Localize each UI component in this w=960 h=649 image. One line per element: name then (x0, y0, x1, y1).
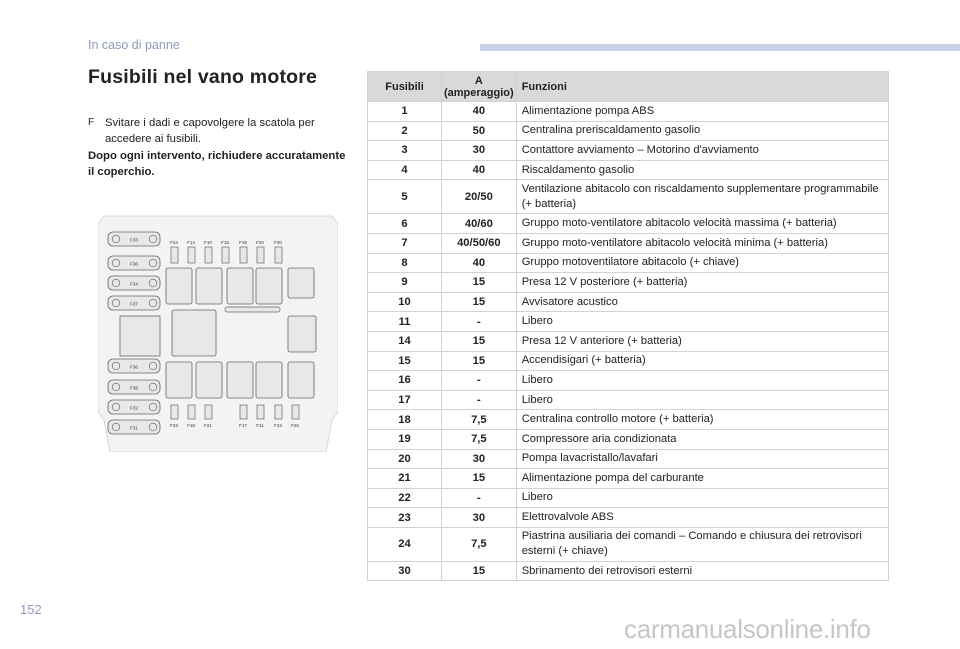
fuse-amperage: 20/50 (442, 180, 517, 214)
instructions (88, 115, 348, 180)
fuse-amperage: 30 (442, 449, 517, 469)
fuse-function: Ventilazione abitacolo con riscaldamento supplementare programmabile (+ batteria) (516, 180, 888, 214)
header-fuse: Fusibili (368, 72, 442, 102)
fuse-function: Gruppo moto-ventilatore abitacolo velocità minima (+ batteria) (516, 233, 888, 253)
fuse-label: F26 (291, 423, 299, 428)
fuse-label: F32 (130, 405, 138, 411)
fuse-number: 3 (368, 141, 442, 161)
fuse-function: Libero (516, 371, 888, 391)
fuse-label: F20 (256, 240, 264, 245)
header-function: Funzioni (516, 72, 888, 102)
connector-strip (225, 307, 280, 312)
instruction-step-text: Svitare i dadi e capovolgere la scatola per accedere ai fusibili. (105, 117, 315, 145)
table-row (368, 371, 889, 391)
blade-fuse (240, 405, 247, 419)
relay-block (288, 268, 314, 298)
fuse-function: Sbrinamento dei retrovisori esterni (516, 561, 888, 581)
fuse-number: 19 (368, 429, 442, 449)
fuse-amperage: 50 (442, 121, 517, 141)
blade-fuse (275, 405, 282, 419)
fuse-function: Elettrovalvole ABS (516, 508, 888, 528)
relay-block (196, 268, 222, 304)
blade-fuse (222, 247, 229, 263)
fuse-amperage: 15 (442, 331, 517, 351)
section-label: In caso di panne (88, 38, 180, 52)
table-row (368, 253, 889, 273)
fuse-label: F38 (130, 385, 138, 391)
fuse-label: F36 (130, 261, 138, 267)
relay-block (227, 268, 253, 304)
table-row (368, 351, 889, 371)
fuse-function: Gruppo motoventilatore abitacolo (+ chiave) (516, 253, 888, 273)
fuse-amperage: 40 (442, 253, 517, 273)
page-number: 152 (20, 602, 42, 617)
fuse-amperage: 15 (442, 273, 517, 293)
table-row (368, 141, 889, 161)
table-row (368, 102, 889, 122)
fuse-number: 15 (368, 351, 442, 371)
instruction-step (88, 115, 348, 147)
fuse-label: F22 (274, 423, 282, 428)
fuse-function: Avvisatore acustico (516, 292, 888, 312)
table-row (368, 214, 889, 234)
blade-fuse (205, 405, 212, 419)
fuse-number: 23 (368, 508, 442, 528)
fuse-amperage: 40/50/60 (442, 233, 517, 253)
fuse-label: F15 (221, 240, 229, 245)
relay-block (172, 310, 216, 356)
fuse-amperage: - (442, 390, 517, 410)
header-accent-bar (480, 44, 960, 51)
blade-fuse (240, 247, 247, 263)
fuse-number: 10 (368, 292, 442, 312)
fuse-table (367, 71, 889, 581)
fuse-number: 30 (368, 561, 442, 581)
fuse-amperage: 40 (442, 102, 517, 122)
table-row (368, 429, 889, 449)
table-row (368, 312, 889, 332)
table-row (368, 273, 889, 293)
blade-fuse (171, 247, 178, 263)
header-amperage (442, 72, 517, 102)
fuse-number: 8 (368, 253, 442, 273)
relay-block (256, 362, 282, 398)
fuse-function: Alimentazione pompa ABS (516, 102, 888, 122)
fuse-number: 6 (368, 214, 442, 234)
table-row (368, 449, 889, 469)
fuse-function: Libero (516, 390, 888, 410)
table-row (368, 508, 889, 528)
fuse-amperage: 40 (442, 160, 517, 180)
fuse-amperage: - (442, 488, 517, 508)
fuse-amperage: - (442, 371, 517, 391)
fuse-function: Libero (516, 312, 888, 332)
fuse-function: Centralina controllo motore (+ batteria) (516, 410, 888, 430)
fuse-label: F19 (239, 240, 247, 245)
relay-block (288, 362, 314, 398)
fuse-amperage: 40/60 (442, 214, 517, 234)
fuse-function: Alimentazione pompa del carburante (516, 469, 888, 489)
fuse-amperage: 15 (442, 292, 517, 312)
fuse-amperage: 15 (442, 469, 517, 489)
table-row (368, 180, 889, 214)
fuse-label: F11 (256, 423, 264, 428)
fuse-number: 16 (368, 371, 442, 391)
fuse-number: 21 (368, 469, 442, 489)
fuse-number: 17 (368, 390, 442, 410)
header-amperage-unit: (amperaggio) (444, 86, 514, 99)
fuse-amperage: 7,5 (442, 410, 517, 430)
table-row (368, 160, 889, 180)
table-row (368, 410, 889, 430)
fuse-number: 4 (368, 160, 442, 180)
fuse-number: 20 (368, 449, 442, 469)
fuse-number: 2 (368, 121, 442, 141)
fuse-function: Pompa lavacristallo/lavafari (516, 449, 888, 469)
fuse-number: 11 (368, 312, 442, 332)
fuse-amperage: 30 (442, 508, 517, 528)
fuse-number: 18 (368, 410, 442, 430)
blade-fuse (292, 405, 299, 419)
fuse-label: F34 (130, 281, 138, 287)
blade-fuse (205, 247, 212, 263)
fuse-function: Contattore avviamento – Motorino d'avviamento (516, 141, 888, 161)
fuse-amperage: 7,5 (442, 429, 517, 449)
fuse-function: Compressore aria condizionata (516, 429, 888, 449)
fuse-amperage: 15 (442, 561, 517, 581)
fuse-function: Libero (516, 488, 888, 508)
blade-fuse (188, 405, 195, 419)
fuse-label: F21 (204, 423, 212, 428)
instruction-note: Dopo ogni intervento, richiudere accuratamente il coperchio. (88, 150, 346, 178)
fuse-amperage: 7,5 (442, 527, 517, 561)
fuse-label: F31 (130, 425, 138, 431)
watermark: carmanualsonline.info (624, 614, 871, 644)
blade-fuse (171, 405, 178, 419)
fuse-function: Riscaldamento gasolio (516, 160, 888, 180)
fuse-label: F37 (130, 301, 138, 307)
fuse-amperage: 30 (442, 141, 517, 161)
table-row (368, 331, 889, 351)
relay-block (196, 362, 222, 398)
fuse-label: F36 (130, 364, 138, 370)
fuse-label: F18 (187, 423, 195, 428)
table-row (368, 488, 889, 508)
fuse-number: 24 (368, 527, 442, 561)
table-row (368, 121, 889, 141)
relay-block (120, 316, 160, 356)
fuse-number: 1 (368, 102, 442, 122)
relay-block (227, 362, 253, 398)
table-row (368, 390, 889, 410)
fuse-label: F30 (274, 240, 282, 245)
fuse-number: 9 (368, 273, 442, 293)
fuse-function: Presa 12 V anteriore (+ batteria) (516, 331, 888, 351)
fuse-box-diagram (98, 212, 338, 452)
fuse-label: F17 (239, 423, 247, 428)
bullet-icon: F (88, 117, 95, 128)
table-row (368, 527, 889, 561)
fuse-label: F10 (204, 240, 212, 245)
header-amperage-symbol: A (474, 74, 483, 87)
fuse-function: Accendisigari (+ batteria) (516, 351, 888, 371)
relay-block (256, 268, 282, 304)
fuse-label: F33 (130, 237, 138, 243)
fuse-number: 14 (368, 331, 442, 351)
fuse-number: 22 (368, 488, 442, 508)
table-row (368, 561, 889, 581)
fuse-function: Gruppo moto-ventilatore abitacolo velocità massima (+ batteria) (516, 214, 888, 234)
fuse-function: Centralina preriscaldamento gasolio (516, 121, 888, 141)
fuse-function: Presa 12 V posteriore (+ batteria) (516, 273, 888, 293)
relay-block (166, 362, 192, 398)
relay-block (288, 316, 316, 352)
fuse-function: Piastrina ausiliaria dei comandi – Comando e chiusura dei retrovisori esterni (+ chiave) (516, 527, 888, 561)
fuse-table-body (368, 102, 889, 581)
page-title: Fusibili nel vano motore (88, 66, 318, 88)
table-row (368, 469, 889, 489)
fuse-label: F14 (187, 240, 195, 245)
blade-fuse (257, 405, 264, 419)
blade-fuse (257, 247, 264, 263)
fuse-table-header (368, 72, 889, 102)
blade-fuse (275, 247, 282, 263)
fuse-amperage: - (442, 312, 517, 332)
fuse-label: F24 (170, 240, 178, 245)
relay-blocks-lower (166, 362, 314, 398)
relay-block (166, 268, 192, 304)
fuse-number: 7 (368, 233, 442, 253)
fuse-label: F23 (170, 423, 178, 428)
blade-fuse (188, 247, 195, 263)
table-row (368, 233, 889, 253)
fuse-amperage: 15 (442, 351, 517, 371)
table-row (368, 292, 889, 312)
fuse-number: 5 (368, 180, 442, 214)
